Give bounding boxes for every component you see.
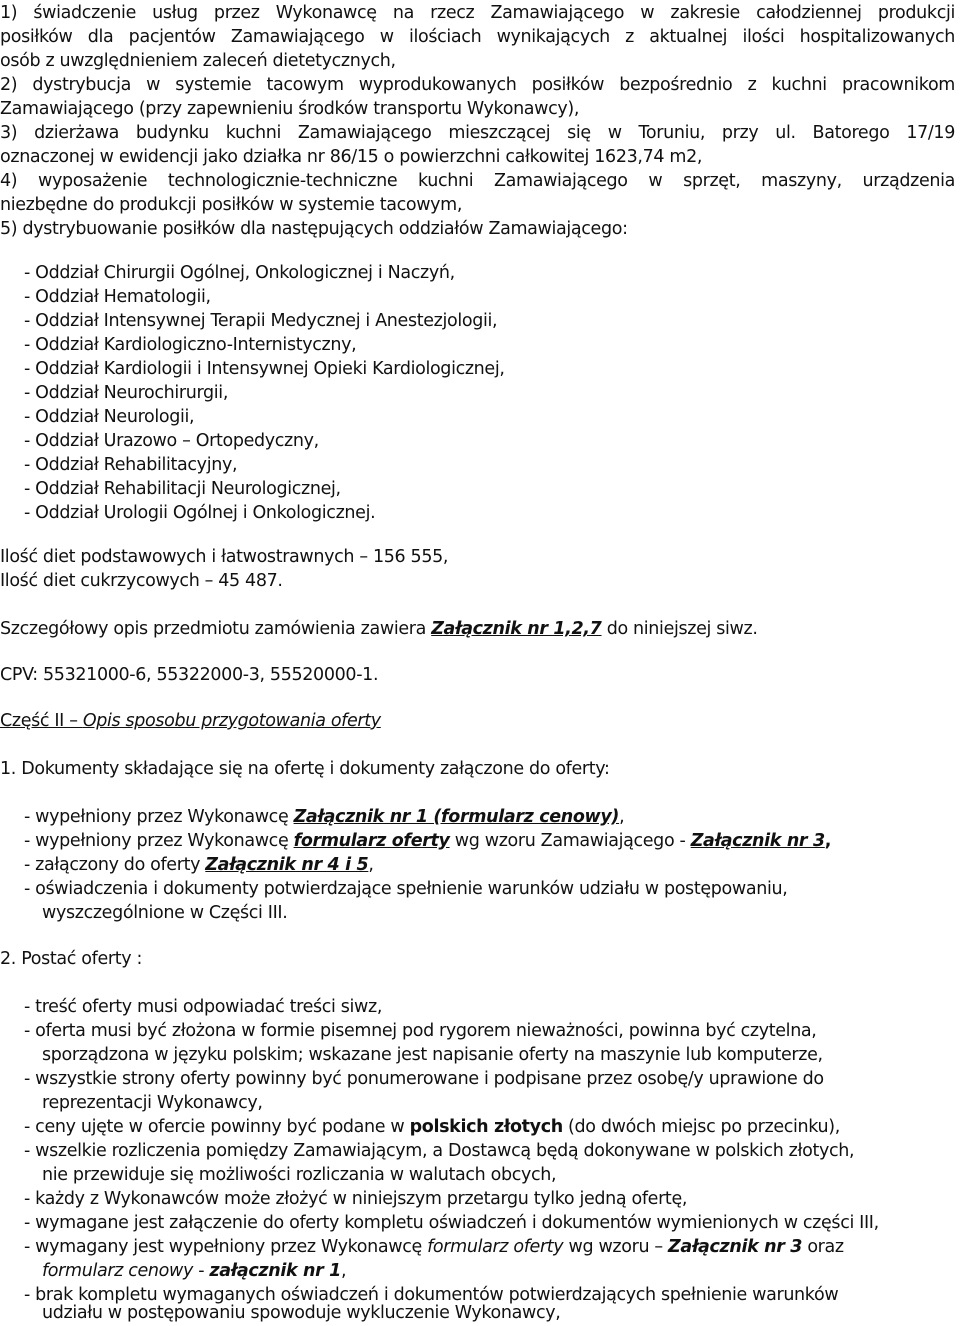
- attachment-ref: Załącznik nr 1,2,7: [431, 619, 602, 639]
- list-item: - Oddział Hematologii,: [24, 287, 211, 307]
- list-item: [24, 1116, 960, 1139]
- intro-line-1: 1) świadczenie usług przez Wykonawcę na rzecz Zamawiającego w zakresie całodziennej produkcji: [0, 3, 955, 23]
- list-item: - Oddział Rehabilitacji Neurologicznej,: [24, 479, 341, 499]
- list-item: - Oddział Intensywnej Terapii Medycznej i Anestezjologii,: [24, 311, 498, 331]
- item-text: (do dwóch miejsc po przecinku),: [562, 1117, 840, 1137]
- list-item: - oświadczenia i dokumenty potwierdzające spełnienie warunków udziału w postępowaniu,: [24, 879, 788, 899]
- list-item: - treść oferty musi odpowiadać treści siwz,: [24, 997, 383, 1017]
- section-1-heading: 1. Dokumenty składające się na ofertę i dokumenty załączone do oferty:: [0, 759, 610, 779]
- list-item-continuation: wyszczególnione w Części III.: [42, 903, 288, 923]
- part-heading: [0, 710, 960, 733]
- item-text: -: [193, 1261, 210, 1281]
- form-ref: formularz oferty: [427, 1237, 564, 1257]
- intro-line-5: Zamawiającego (przy zapewnieniu środków transportu Wykonawcy),: [0, 99, 580, 119]
- list-item: - Oddział Rehabilitacyjny,: [24, 455, 238, 475]
- item-text: - wypełniony przez Wykonawcę: [24, 831, 294, 851]
- intro-line-8: 4) wyposażenie technologicznie-techniczne kuchni Zamawiającego w sprzęt, maszyny, urządzenia: [0, 171, 955, 191]
- intro-line-3: osób z uwzględnieniem zaleceń dietetycznych,: [0, 51, 396, 71]
- item-text: wg wzoru Zamawiającego -: [449, 831, 691, 851]
- diets-basic: Ilość diet podstawowych i łatwostrawnych – 156 555,: [0, 547, 449, 567]
- list-item-continuation: nie przewiduje się możliwości rozliczania w walutach obcych,: [42, 1165, 557, 1185]
- list-item: - Oddział Kardiologiczno-Internistyczny,: [24, 335, 357, 355]
- currency-emphasis: polskich złotych: [409, 1117, 563, 1137]
- list-item: - wszelkie rozliczenia pomiędzy Zamawiającym, a Dostawcą będą dokonywane w polskich złotych,: [24, 1141, 855, 1161]
- part-label: Część II –: [0, 711, 83, 731]
- item-text: ,: [368, 855, 374, 875]
- list-item: [24, 854, 960, 877]
- list-item-continuation: sporządzona w języku polskim; wskazane jest napisanie oferty na maszynie lub komputerze,: [42, 1045, 823, 1065]
- item-text: - wypełniony przez Wykonawcę: [24, 807, 294, 827]
- intro-line-9: niezbędne do produkcji posiłków w systemie tacowym,: [0, 195, 463, 215]
- list-item-continuation: udziału w postępowaniu spowoduje wykluczenie Wykonawcy,: [42, 1303, 561, 1323]
- list-item: - Oddział Kardiologii i Intensywnej Opieki Kardiologicznej,: [24, 359, 505, 379]
- intro-line-7: oznaczonej w ewidencji jako działka nr 86/15 o powierzchni całkowitej 1623,74 m2,: [0, 147, 703, 167]
- item-text: wg wzoru –: [563, 1237, 669, 1257]
- attachment-ref: Załącznik nr 3: [668, 1237, 803, 1257]
- item-text: - załączony do oferty: [24, 855, 206, 875]
- list-item-continuation: [42, 1260, 960, 1283]
- list-item: - Oddział Neurochirurgii,: [24, 383, 229, 403]
- item-text: - wymagany jest wypełniony przez Wykonawcę: [24, 1237, 428, 1257]
- list-item: - oferta musi być złożona w formie pisemnej pod rygorem nieważności, powinna być czytelna,: [24, 1021, 817, 1041]
- list-item: - Oddział Chirurgii Ogólnej, Onkologicznej i Naczyń,: [24, 263, 455, 283]
- list-item: - Oddział Neurologii,: [24, 407, 195, 427]
- list-item: - każdy z Wykonawców może złożyć w niniejszym przetargu tylko jedną ofertę,: [24, 1189, 688, 1209]
- list-item: - wymagane jest załączenie do oferty kompletu oświadczeń i dokumentów wymienionych w części III,: [24, 1213, 879, 1233]
- list-item: [24, 806, 960, 829]
- attachment-ref: Załącznik nr 4 i 5: [205, 855, 369, 875]
- list-item: - brak kompletu wymaganych oświadczeń i dokumentów potwierdzających spełnienie warunków: [24, 1285, 839, 1305]
- part-title: Opis sposobu przygotowania oferty: [82, 711, 381, 731]
- item-text: ,: [824, 831, 832, 851]
- intro-line-10: 5) dystrybuowanie posiłków dla następujących oddziałów Zamawiającego:: [0, 219, 628, 239]
- item-text: ,: [340, 1261, 347, 1281]
- section-2-heading: 2. Postać oferty :: [0, 949, 142, 969]
- form-ref: formularz cenowy: [42, 1261, 193, 1281]
- item-text: oraz: [802, 1237, 844, 1257]
- detail-text: do niniejszej siwz.: [601, 619, 758, 639]
- item-text: ,: [619, 807, 625, 827]
- item-text: - ceny ujęte w ofercie powinny być podane w: [24, 1117, 410, 1137]
- attachment-ref: Załącznik nr 1 (formularz cenowy): [293, 807, 620, 827]
- intro-line-2: posiłków dla pacjentów Zamawiającego w ilościach wynikających z aktualnej ilości hospitalizowanych: [0, 27, 955, 47]
- cpv-codes: CPV: 55321000-6, 55322000-3, 55520000-1.: [0, 665, 379, 685]
- list-item-continuation: reprezentacji Wykonawcy,: [42, 1093, 263, 1113]
- attachment-ref: załącznik nr 1: [209, 1261, 341, 1281]
- list-item: - wszystkie strony oferty powinny być ponumerowane i podpisane przez osobę/y uprawione do: [24, 1069, 824, 1089]
- list-item: [24, 830, 960, 853]
- list-item: - Oddział Urologii Ogólnej i Onkologicznej.: [24, 503, 376, 523]
- detail-text: Szczegółowy opis przedmiotu zamówienia zawiera: [0, 619, 432, 639]
- diets-diabetic: Ilość diet cukrzycowych – 45 487.: [0, 571, 283, 591]
- detail-line: [0, 618, 960, 641]
- intro-line-4: 2) dystrybucja w systemie tacowym wyprodukowanych posiłków bezpośrednio z kuchni pracownikom: [0, 75, 955, 95]
- list-item: - Oddział Urazowo – Ortopedyczny,: [24, 431, 319, 451]
- attachment-ref: Załącznik nr 3: [690, 831, 825, 851]
- intro-line-6: 3) dzierżawa budynku kuchni Zamawiającego mieszczącej się w Toruniu, przy ul. Batorego 17/19: [0, 123, 955, 143]
- attachment-ref: formularz oferty: [293, 831, 450, 851]
- list-item: [24, 1236, 960, 1259]
